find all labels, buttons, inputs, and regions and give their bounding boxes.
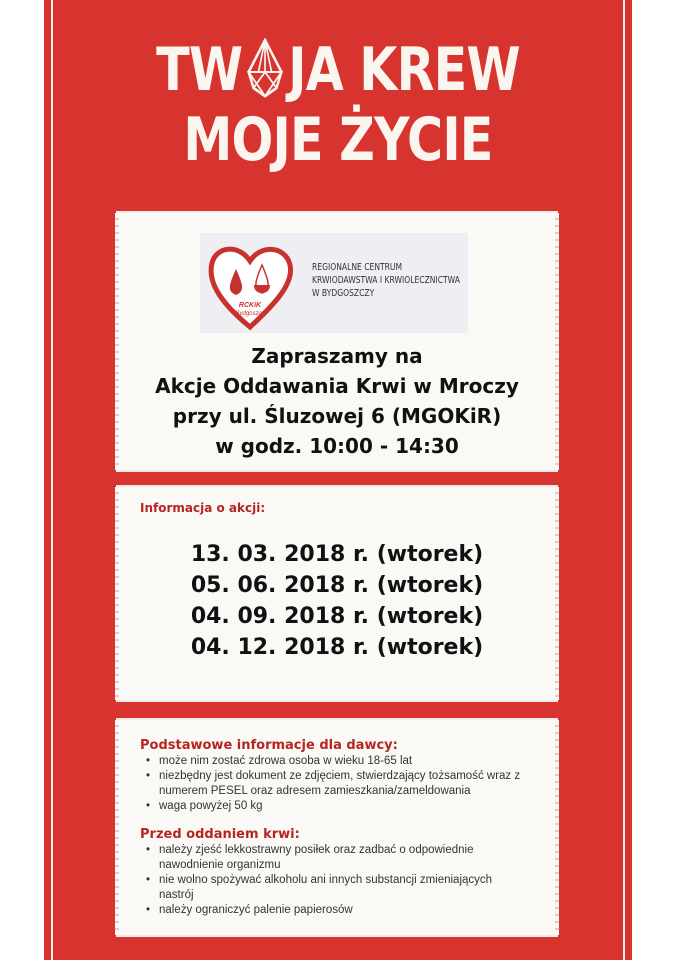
- rckik-logo: [200, 233, 468, 333]
- date-item: 04. 12. 2018 r. (wtorek): [190, 635, 484, 660]
- donor-heading: Podstawowe informacje dla dawcy:: [140, 738, 398, 753]
- blood-drop-diamond-icon: [246, 38, 285, 98]
- info-label: Informacja o akcji:: [140, 501, 266, 515]
- border-stripe-left: [51, 0, 53, 960]
- title-line-1: [61, 35, 615, 105]
- logo-badge-name: RCKiK: [238, 302, 262, 309]
- donor-list: [146, 754, 556, 814]
- title-text: TW: [156, 35, 243, 105]
- before-donation-section: [118, 827, 556, 918]
- list-item: • nie wolno spożywać alkoholu ani innych substancji zmieniających nastrój: [146, 873, 529, 903]
- org-line: W BYDGOSZCZY: [312, 288, 375, 299]
- donor-info-card: [118, 720, 556, 935]
- date-item: 05. 06. 2018 r. (wtorek): [190, 573, 484, 598]
- invite-line: w godz. 10:00 - 14:30: [215, 434, 459, 458]
- before-heading: Przed oddaniem krwi:: [140, 827, 300, 842]
- date-item: 13. 03. 2018 r. (wtorek): [190, 542, 484, 567]
- list-item: • należy ograniczyć palenie papierosów: [146, 903, 556, 918]
- org-line: REGIONALNE CENTRUM: [312, 262, 403, 273]
- invite-line: przy ul. Śluzowej 6 (MGOKiR): [172, 404, 502, 428]
- organization-name: [312, 261, 460, 300]
- list-item: • niezbędny jest dokument ze zdjęciem, stwierdzający tożsamość wraz z numerem PESEL oraz adresem zamieszkania/zameldowania: [146, 769, 539, 799]
- title-line-2: MOJE ŻYCIE: [183, 105, 493, 175]
- date-list: [118, 539, 556, 663]
- list-item: • może nim zostać zdrowa osoba w wieku 18-65 lat: [146, 754, 556, 769]
- invitation-card: [118, 213, 556, 470]
- org-line: KRWIODAWSTWA I KRWIOLECZNICTWA: [312, 275, 460, 286]
- border-stripe-right: [623, 0, 625, 960]
- date-item: 04. 09. 2018 r. (wtorek): [190, 604, 484, 629]
- donor-section: [118, 738, 556, 814]
- invitation-text: [118, 341, 556, 461]
- title-text: JA KREW: [288, 35, 520, 105]
- list-item: • należy zjeść lekkostrawny posiłek oraz zadbać o odpowiednie nawodnienie organizmu: [146, 843, 509, 873]
- heart-logo-icon: [206, 239, 294, 331]
- invite-line: Zapraszamy na: [251, 344, 423, 368]
- before-list: [146, 843, 556, 918]
- invite-line: Akcje Oddawania Krwi w Mroczy: [155, 374, 519, 398]
- dates-card: [118, 487, 556, 700]
- list-item: • waga powyżej 50 kg: [146, 799, 556, 814]
- logo-badge-city: Bydgoszcz: [235, 311, 265, 317]
